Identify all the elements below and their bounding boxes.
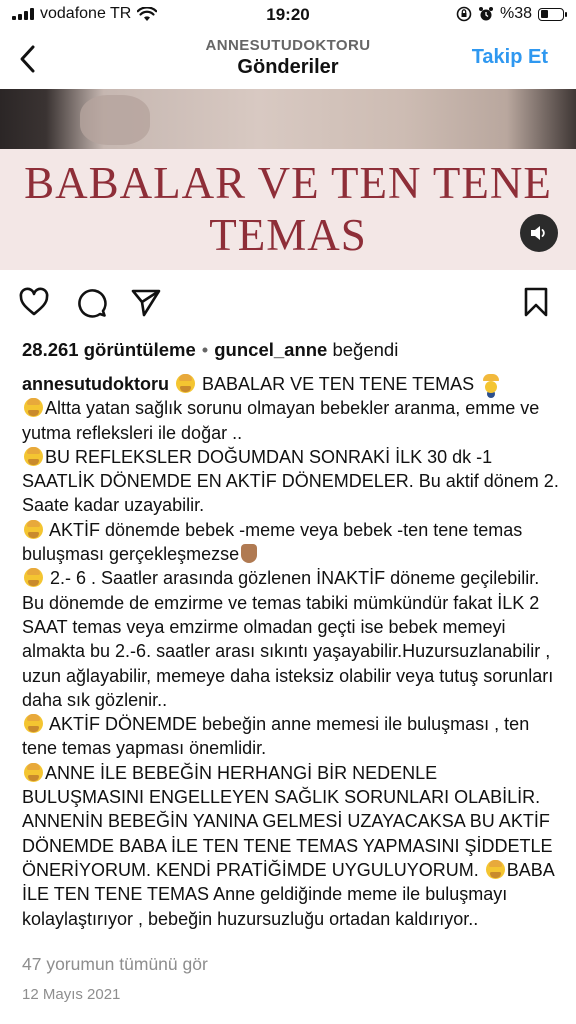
caption-line: [22, 712, 562, 761]
caption-line: [22, 518, 562, 567]
man-emoji-icon: [24, 568, 43, 587]
video-frame-detail: [80, 95, 150, 145]
liked-by-user[interactable]: guncel_anne: [214, 339, 328, 360]
view-count[interactable]: 28.261 görüntüleme: [22, 339, 196, 360]
caption-text: BU REFLEKSLER DOĞUMDAN SONRAKİ İLK 30 dk -1 SAATLİK DÖNEMDE EN AKTİF DÖNEMDELER. Bu aktif dönem 2. Saate kadar uzayabilir.: [22, 446, 559, 516]
caption-text: ANNE İLE BEBEĞİN HERHANGİ BİR NEDENLE BULUŞMASINI ENGELLEYEN SAĞLIK SORUNLARI OLABİLİR. ANNENİN BEBEĞİN YANINA GELMESİ UZAYACAKSA BU AKTİF DÖNEMDE BABA İLE TEN TENE TEMAS YAPMASINI ŞİDDETLE ÖNERİYORUM. KENDİ PRATİĞİMDE UYGULUYORUM.: [22, 762, 553, 880]
post-video[interactable]: [0, 89, 576, 270]
caption-text: BABALAR VE TEN TENE TEMAS: [202, 374, 475, 394]
caption-text: Altta yatan sağlık sorunu olmayan bebekler aranma, emme ve yutma refleksleri ile doğar ..: [22, 398, 540, 443]
account-name: ANNESUTUDOKTORU: [205, 37, 371, 54]
video-title-line1: BABALAR VE TEN TENE: [24, 158, 552, 208]
battery-icon: [538, 8, 564, 21]
caption-line: [22, 372, 562, 396]
caption-text: AKTİF dönemde bebek -meme veya bebek -ten tene temas buluşması gerçekleşmezse: [22, 519, 523, 565]
page-title: Gönderiler: [237, 56, 339, 78]
heart-icon[interactable]: [18, 286, 50, 318]
sound-toggle-icon[interactable]: [520, 214, 558, 252]
status-bar: [0, 0, 576, 30]
pointing-down-emoji-icon: [241, 544, 257, 563]
video-title-line2: TEMAS: [209, 210, 367, 260]
man-emoji-icon: [24, 447, 43, 466]
caption-line: [22, 445, 562, 518]
caption-text: BABA İLE TEN TENE TEMAS Anne geldiğinde meme ile buluşmayı kolaylaştırıyor , bebeğin huzursuzluğu ortadan kaldırıyor..: [22, 859, 554, 929]
man-emoji-icon: [24, 520, 43, 539]
battery-fill: [541, 10, 549, 18]
status-right: [456, 5, 564, 23]
follow-button[interactable]: Takip Et: [471, 46, 548, 68]
alarm-icon: [478, 6, 494, 22]
carrier-label: vodafone TR: [40, 5, 132, 22]
view-all-comments-link[interactable]: 47 yorumun tümünü gör: [22, 954, 208, 974]
bookmark-icon[interactable]: [520, 286, 552, 318]
orientation-lock-icon: [456, 6, 472, 22]
construction-worker-emoji-icon: [481, 374, 501, 394]
man-emoji-icon: [24, 398, 43, 417]
battery-percent: %38: [499, 5, 532, 22]
clock: 19:20: [266, 5, 310, 24]
caption-username[interactable]: annesutudoktoru: [22, 374, 169, 394]
liked-suffix: beğendi: [332, 339, 399, 360]
man-emoji-icon: [486, 860, 505, 879]
man-emoji-icon: [24, 763, 43, 782]
nav-header: [0, 30, 576, 88]
post-date: 12 Mayıs 2021: [22, 986, 121, 1003]
comment-icon[interactable]: [76, 286, 108, 318]
caption-text: AKTİF DÖNEMDE bebeğin anne memesi ile buluşması , ten tene temas yapması önemlidir.: [22, 714, 530, 759]
caption-line: [22, 566, 562, 712]
post-actions: [0, 286, 576, 322]
caption-text: 2.- 6 . Saatler arasında gözlenen İNAKTİF döneme geçilebilir. Bu dönemde de emzirme ve temas tabiki mümkündür fakat İLK 2 SAAT temas veya emzirme olmadan geçti ise bebek memeyi almakta bu 2.-6. saatler arası sıkıntı yaşayabilir.Huzursuzlanabilir , uzun ağlayabilir, memeye daha isteksiz olabilir veya tutuş sorunları daha sık gözlenir..: [22, 568, 554, 710]
share-icon[interactable]: [130, 286, 162, 318]
view-count-line: [22, 339, 398, 361]
man-emoji-icon: [176, 374, 195, 393]
caption-line: [22, 396, 562, 445]
man-emoji-icon: [24, 714, 43, 733]
post-caption: [22, 372, 562, 931]
separator: •: [201, 339, 209, 360]
caption-line: [22, 761, 562, 931]
